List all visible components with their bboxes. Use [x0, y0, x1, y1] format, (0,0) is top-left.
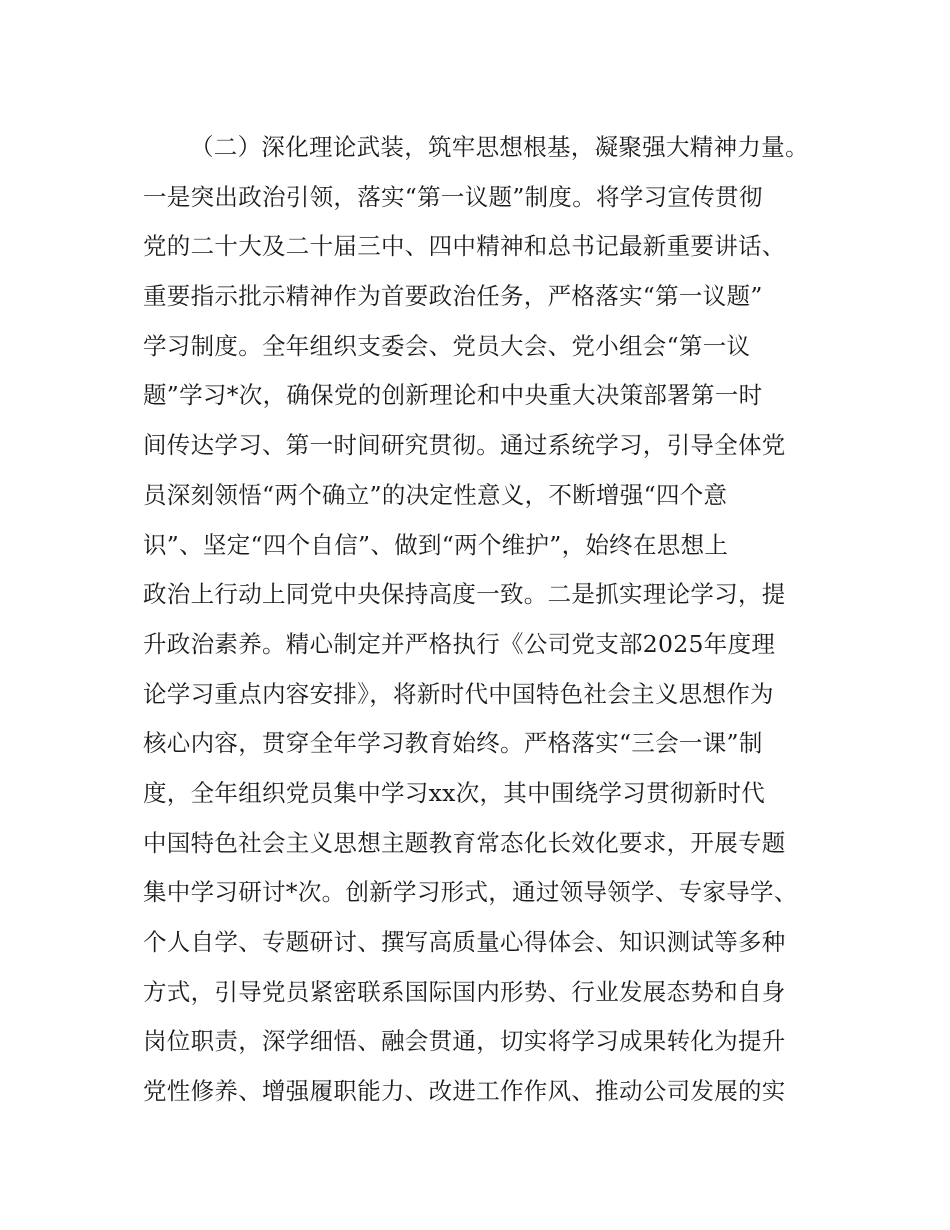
- text-line: 题”学习*次，确保党的创新理论和中央重大决策部署第一时: [143, 381, 763, 410]
- text-line: 间传达学习、第一时间研究贯彻。通过系统学习，引导全体党: [143, 431, 786, 460]
- text-line: 集中学习研讨*次。创新学习形式，通过领导领学、专家导学、: [143, 878, 798, 907]
- body-text: [0, 127, 950, 1121]
- text-line: 党的二十大及二十届三中、四中精神和总书记最新重要讲话、: [143, 232, 786, 261]
- text-line: 核心内容，贯穿全年学习教育始终。严格落实“三会一课”制: [143, 729, 763, 758]
- text-line: 员深刻领悟“两个确立”的决定性意义，不断增强“四个意: [143, 480, 728, 509]
- text-line-heading: （二）深化理论武装，筑牢思想根基，凝聚强大精神力量。: [190, 133, 809, 161]
- text-line: 党性修养、增强履职能力、改进工作作风、推动公司发展的实: [143, 1077, 786, 1106]
- text-line: 度，全年组织党员集中学习xx次，其中围绕学习贯彻新时代: [143, 778, 766, 807]
- text-line: 个人自学、专题研讨、撰写高质量心得体会、知识测试等多种: [143, 928, 786, 956]
- text-line: 岗位职责，深学细悟、融会贯通，切实将学习成果转化为提升: [143, 1027, 786, 1056]
- text-line: 论学习重点内容安排》，将新时代中国特色社会主义思想作为: [143, 679, 774, 708]
- text-line: 政治上行动上同党中央保持高度一致。二是抓实理论学习，提: [143, 580, 786, 609]
- text-line: 一是突出政治引领，落实“第一议题”制度。将学习宣传贯彻: [143, 182, 763, 211]
- text-line: 识”、坚定“四个自信”、做到“两个维护”，始终在思想上: [143, 530, 729, 559]
- text-line: 中国特色社会主义思想主题教育常态化长效化要求，开展专题: [143, 828, 786, 857]
- text-line: 方式，引导党员紧密联系国际国内形势、行业发展态势和自身: [143, 977, 786, 1006]
- text-line: 升政治素养。精心制定并严格执行《公司党支部2025年度理: [143, 629, 776, 658]
- text-line: 学习制度。全年组织支委会、党员大会、党小组会“第一议: [143, 331, 751, 360]
- text-line: 重要指示批示精神作为首要政治任务，严格落实“第一议题”: [143, 282, 763, 311]
